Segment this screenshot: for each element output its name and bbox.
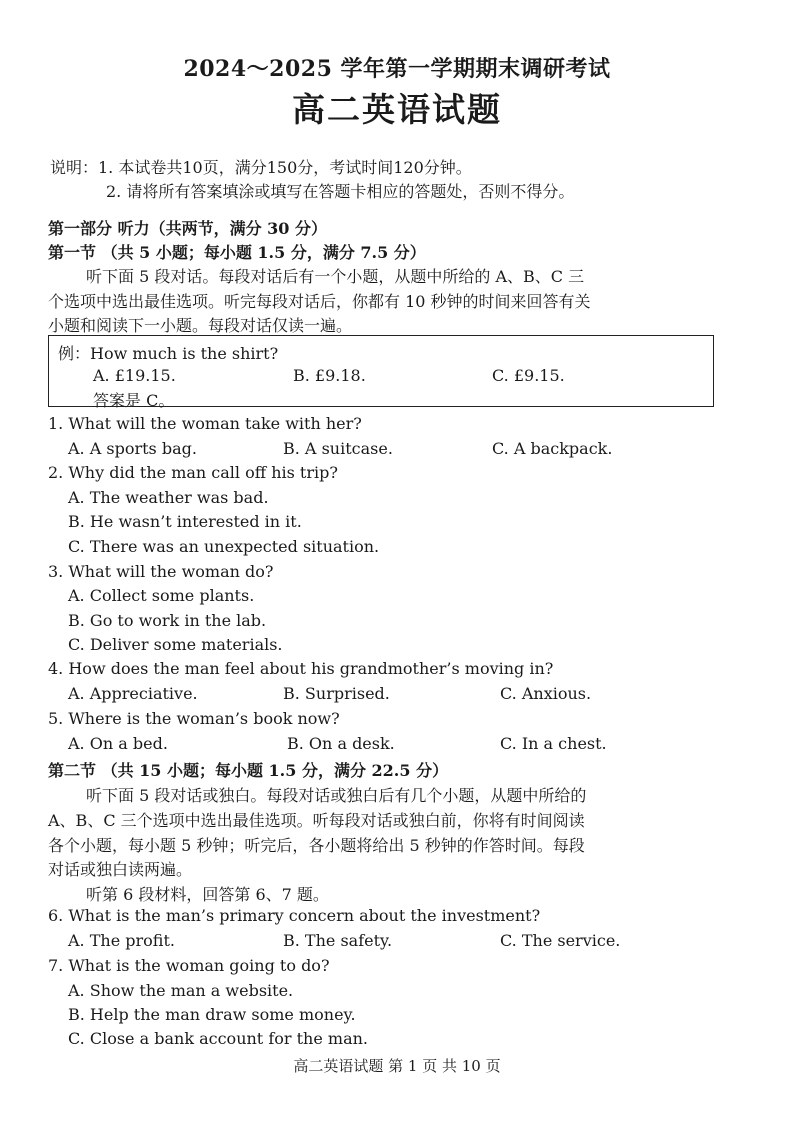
question-1-option-b: B. A suitcase. — [283, 439, 393, 458]
question-6-option-a: A. The profit. — [68, 931, 175, 950]
page-footer: 高二英语试题 第 1 页 共 10 页 — [293, 1057, 501, 1075]
section2-directions-line-1: 听下面 5 段对话或独白。每段对话或独白后有几个小题，从题中所给的 — [86, 786, 587, 805]
exam-title: 2024～2025 学年第一学期期末调研考试 — [183, 56, 611, 82]
question-4-option-c: C. Anxious. — [500, 684, 592, 703]
question-3-option-c: C. Deliver some materials. — [68, 635, 283, 654]
question-4-option-b: B. Surprised. — [283, 684, 390, 703]
example-answer: 答案是 C。 — [93, 391, 175, 410]
question-1: 1. What will the woman take with her? — [48, 414, 362, 433]
question-1-option-a: A. A sports bag. — [68, 439, 197, 458]
question-2-option-c: C. There was an unexpected situation. — [68, 537, 380, 556]
section1-heading: 第一节 （共 5 小题；每小题 1.5 分，满分 7.5 分） — [48, 243, 426, 262]
question-6-option-c: C. The service. — [500, 931, 621, 950]
section2-directions-line-2: A、B、C 三个选项中选出最佳选项。听每段对话或独白前，你将有时间阅读 — [48, 811, 585, 830]
question-3-option-a: A. Collect some plants. — [68, 586, 255, 605]
exam-subject-title: 高二英语试题 — [292, 90, 502, 129]
example-question: 例：How much is the shirt? — [58, 344, 279, 363]
question-1-option-c: C. A backpack. — [492, 439, 613, 458]
question-7: 7. What is the woman going to do? — [48, 956, 330, 975]
question-2: 2. Why did the man call off his trip? — [48, 463, 338, 482]
section2-directions-line-3: 各个小题，每小题 5 秒钟；听完后，各小题将给出 5 秒钟的作答时间。每段 — [48, 836, 585, 855]
material-6-note: 听第 6 段材料，回答第 6、7 题。 — [86, 885, 329, 904]
question-7-option-c: C. Close a bank account for the man. — [68, 1029, 368, 1048]
question-4-option-a: A. Appreciative. — [68, 684, 198, 703]
example-option-a: A. £19.15. — [93, 366, 176, 385]
section1-directions-line-3: 小题和阅读下一小题。每段对话仅读一遍。 — [48, 316, 353, 335]
instructions-line-1: 说明：1. 本试卷共10页，满分150分，考试时间120分钟。 — [50, 158, 472, 177]
question-3-option-b: B. Go to work in the lab. — [68, 611, 267, 630]
instructions-line-2: 2. 请将所有答案填涂或填写在答题卡相应的答题处，否则不得分。 — [106, 182, 575, 201]
section1-directions-line-1: 听下面 5 段对话。每段对话后有一个小题，从题中所给的 A、B、C 三 — [86, 267, 585, 286]
question-5-option-b: B. On a desk. — [287, 734, 395, 753]
section1-directions-line-2: 个选项中选出最佳选项。听完每段对话后，你都有 10 秒钟的时间来回答有关 — [48, 292, 591, 311]
question-4: 4. How does the man feel about his grandmother’s moving in? — [48, 659, 554, 678]
question-6-option-b: B. The safety. — [283, 931, 393, 950]
question-2-option-a: A. The weather was bad. — [68, 488, 269, 507]
example-option-b: B. £9.18. — [293, 366, 366, 385]
part1-heading: 第一部分 听力（共两节，满分 30 分） — [48, 219, 327, 238]
question-5-option-a: A. On a bed. — [68, 734, 168, 753]
question-2-option-b: B. He wasn’t interested in it. — [68, 512, 302, 531]
question-5: 5. Where is the woman’s book now? — [48, 709, 340, 728]
question-3: 3. What will the woman do? — [48, 562, 274, 581]
question-6: 6. What is the man’s primary concern about the investment? — [48, 906, 541, 925]
question-7-option-a: A. Show the man a website. — [68, 981, 294, 1000]
example-option-c: C. £9.15. — [492, 366, 565, 385]
question-5-option-c: C. In a chest. — [500, 734, 607, 753]
section2-heading: 第二节 （共 15 小题；每小题 1.5 分，满分 22.5 分） — [48, 761, 449, 780]
question-7-option-b: B. Help the man draw some money. — [68, 1005, 356, 1024]
section2-directions-line-4: 对话或独白读两遍。 — [48, 860, 193, 879]
